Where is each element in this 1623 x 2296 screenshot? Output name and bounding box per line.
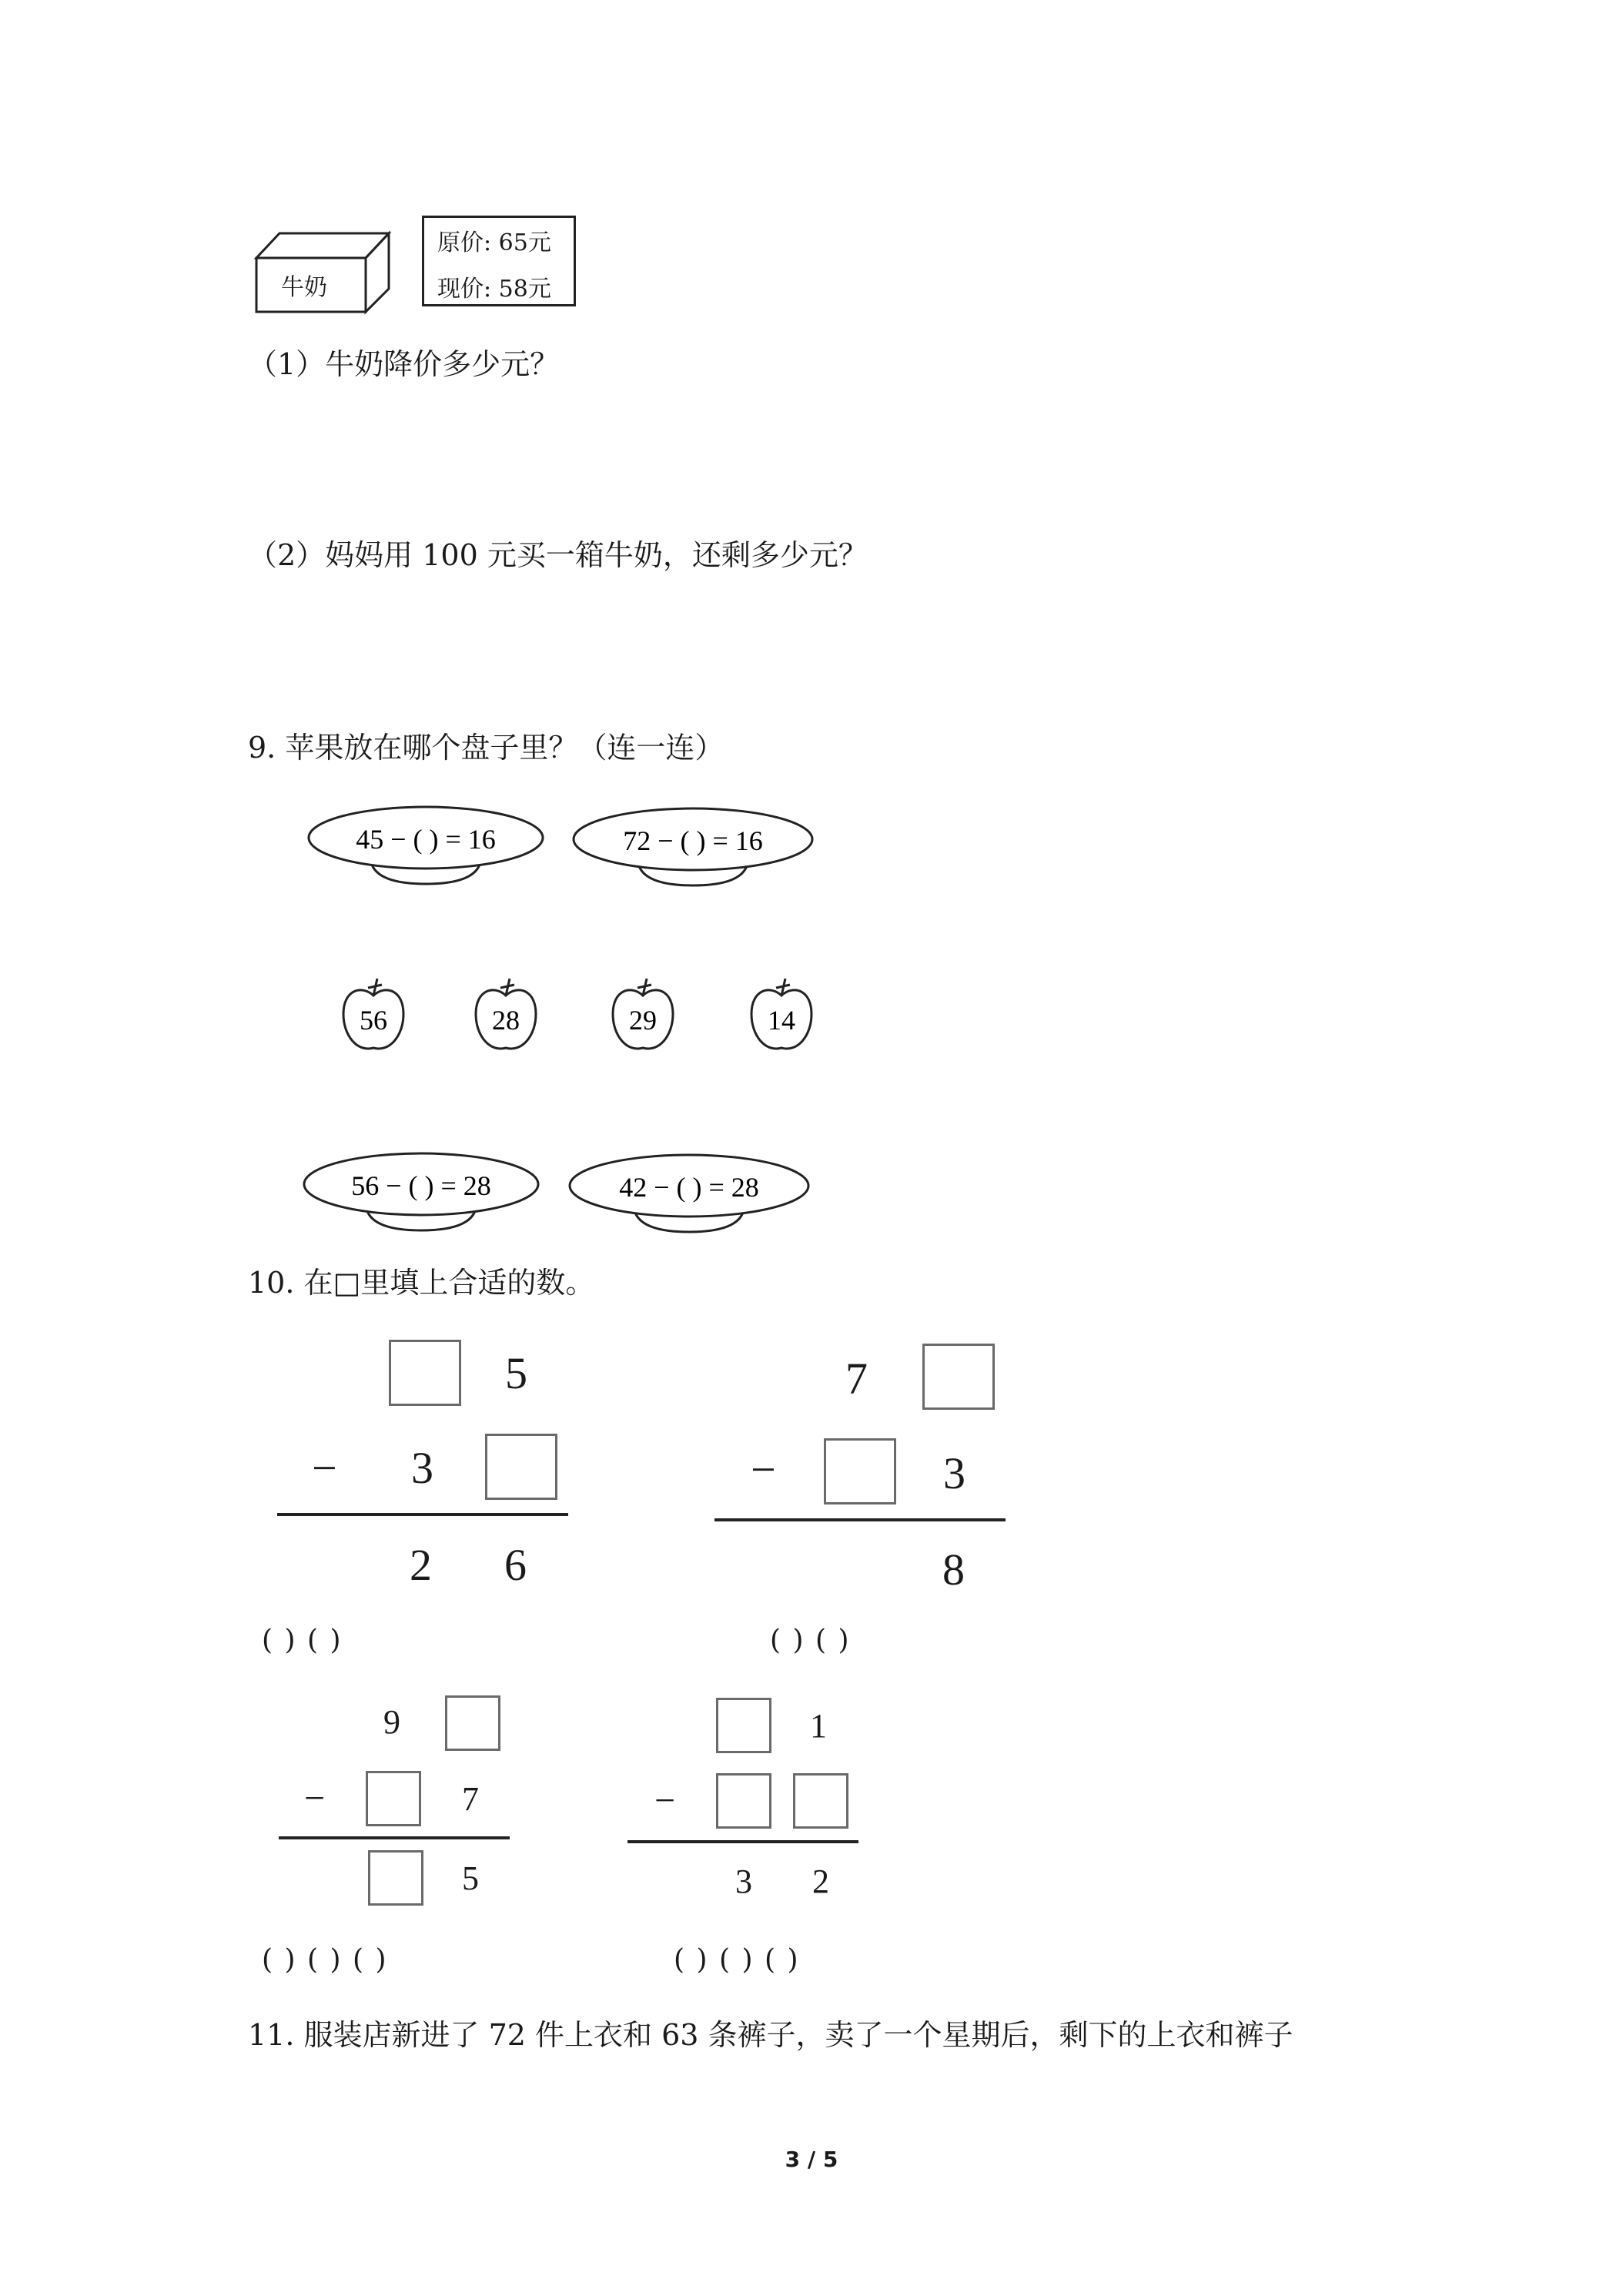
apple-1-label: 56 (360, 1005, 387, 1036)
p1-result-tens: 2 (410, 1540, 432, 1590)
apple-3 (608, 974, 678, 1059)
apple-2 (471, 974, 540, 1059)
p1-answer[interactable]: ( ) ( ) (262, 1625, 343, 1656)
milk-box-label: 牛奶 (281, 274, 327, 301)
page-number: 3 / 5 (785, 2147, 838, 2172)
p3-box-mid-tens[interactable] (366, 1771, 421, 1826)
p1-result-ones: 6 (504, 1540, 527, 1590)
current-price: 现价: 58元 (437, 276, 551, 303)
p3-answer[interactable]: ( ) ( ) ( ) (262, 1944, 388, 1976)
plate-top-2-label: 72 − ( ) = 16 (623, 825, 763, 856)
p2-answer[interactable]: ( ) ( ) (770, 1625, 851, 1656)
p4-box-top-tens[interactable] (716, 1698, 771, 1753)
apple-4 (747, 974, 816, 1059)
q11-text: 11. 服装店新进了 72 件上衣和 63 条裤子，卖了一个星期后，剩下的上衣和裤子 (248, 2018, 1293, 2052)
plate-bottom-1-label: 56 − ( ) = 28 (351, 1170, 491, 1201)
plate-bottom-2 (566, 1149, 812, 1241)
plate-bottom-1 (300, 1147, 543, 1240)
p1-box-tens[interactable] (389, 1340, 461, 1406)
plate-top-1-label: 45 − ( ) = 16 (356, 824, 496, 855)
original-price: 原价: 65元 (437, 229, 551, 256)
p4-box-mid-tens[interactable] (716, 1773, 771, 1829)
milk-box-figure (250, 227, 404, 316)
p3-result-ones: 5 (462, 1859, 479, 1897)
p3-middle-ones: 7 (462, 1780, 479, 1818)
q8-sub2: （2）妈妈用 100 元买一箱牛奶，还剩多少元？ (248, 538, 868, 572)
apple-2-label: 28 (492, 1005, 520, 1036)
p4-minus: − (654, 1780, 676, 1821)
p1-line (277, 1513, 568, 1516)
p4-result-tens: 3 (735, 1863, 752, 1900)
p2-box-tens[interactable] (824, 1438, 896, 1504)
p2-middle-ones: 3 (943, 1448, 965, 1498)
p4-box-mid-ones[interactable] (793, 1773, 848, 1829)
q9-title: 9. 苹果放在哪个盘子里？（连一连） (248, 731, 724, 765)
p1-middle-tens: 3 (411, 1443, 433, 1493)
p3-top-tens: 9 (383, 1703, 400, 1741)
p3-minus: − (304, 1778, 326, 1819)
p2-minus: − (751, 1444, 776, 1494)
p4-answer[interactable]: ( ) ( ) ( ) (674, 1944, 800, 1976)
p3-box-top-ones[interactable] (445, 1695, 500, 1751)
plate-bottom-2-label: 42 − ( ) = 28 (619, 1172, 759, 1203)
plate-top-2 (570, 802, 816, 895)
p3-line (279, 1836, 510, 1839)
p2-result-ones: 8 (942, 1545, 965, 1595)
p1-box-ones[interactable] (485, 1434, 557, 1500)
q8-sub1: （1）牛奶降价多少元？ (248, 347, 560, 381)
p4-top-ones: 1 (810, 1707, 827, 1745)
apple-3-label: 29 (629, 1005, 657, 1036)
p4-line (627, 1840, 858, 1843)
plate-top-1 (305, 801, 547, 893)
p2-top-tens: 7 (845, 1354, 868, 1404)
p2-line (714, 1518, 1006, 1521)
p1-minus: − (312, 1443, 337, 1493)
q10-title: 10. 在□里填上合适的数。 (248, 1266, 595, 1300)
p2-box-ones[interactable] (922, 1344, 995, 1410)
apple-4-label: 14 (768, 1005, 795, 1036)
p4-result-ones: 2 (812, 1863, 829, 1900)
p1-top-ones: 5 (505, 1348, 527, 1398)
p3-box-res-tens[interactable] (368, 1850, 423, 1906)
apple-1 (339, 974, 408, 1059)
